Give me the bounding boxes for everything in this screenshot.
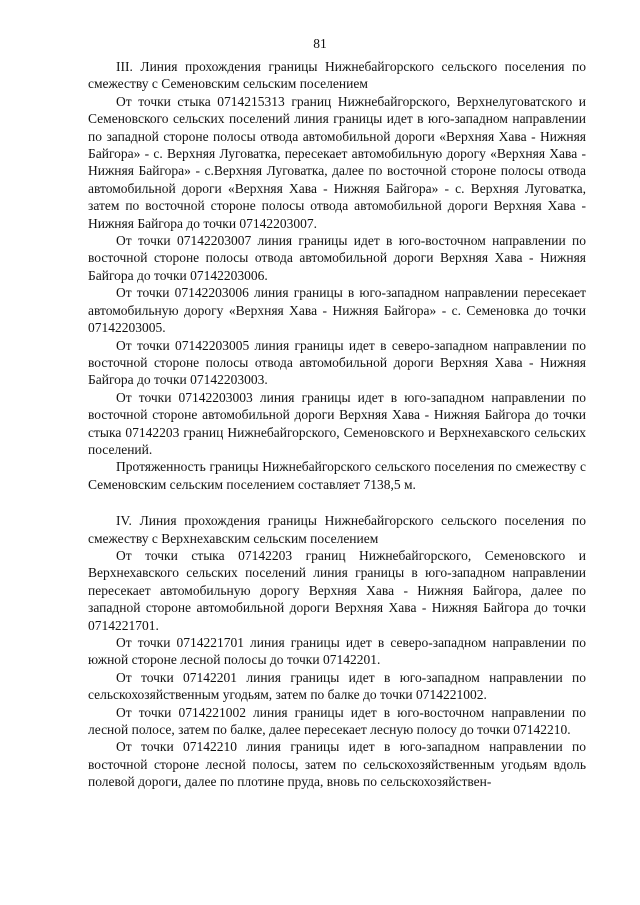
paragraph: От точки 0714221701 линия границы идет в северо-западном направлении по южной стороне лесной полосы до точки 07142201. [88, 635, 586, 668]
paragraph: Протяженность границы Нижнебайгорского сельского поселения по смежеству с Семеновским сельским поселением составляет 7138,5 м. [88, 459, 586, 492]
paragraph: От точки 0714221002 линия границы идет в юго-восточном направлении по лесной полосе, затем по балке, далее пересекает лесную полосу до точки 07142210. [88, 704, 586, 738]
section-spacer [88, 493, 586, 512]
paragraph: От точки 07142203003 линия границы идет в юго-западном направлении по восточной стороне автомобильной дороги Верхняя Хава - Нижняя Байгора до точки стыка 07142203 границ Нижнебайгорского, Семеновского и Верхнехавского сельских поселений. [88, 389, 586, 457]
section-heading: III. Линия прохождения границы Нижнебайгорского сельского поселения по смежеству с Семеновским сельским поселением [88, 59, 586, 92]
paragraph: От точки 07142203006 линия границы в юго-западном направлении пересекает автомобильную дорогу «Верхняя Хава - Нижняя Байгора» - с. Семеновка до точки 07142203005. [88, 285, 586, 336]
paragraph: От точки стыка 0714215313 границ Нижнебайгорского, Верхнелуговатского и Семеновского сельских поселений линия границы идет в юго-западном направлении по западной стороне полосы отвода автомобильной дороги «Верхняя Хава - Нижняя Байгора» - с. Верхняя Луговатка, пересекает автомобильную дорогу «Верхняя Хава - Нижняя Байгора» - с.Верхняя Луговатка, далее по восточной стороне полосы отвода автомобильной дороги «Верхняя Хава - Нижняя Байгора» - с. Верхняя Луговатка, затем по восточной стороне полосы отвода автомобильной дороги Верхняя Хава - Нижняя Байгора до точки 07142203007. [88, 93, 586, 231]
paragraph: От точки стыка 07142203 границ Нижнебайгорского, Семеновского и Верхнехавского сельских поселений линия границы в юго-западном направлении пересекает автомобильную дорогу Верхняя Хава - Нижняя Байгора, далее по западной стороне автомобильной дороги Верхняя Хава - Нижняя Байгора до точки 0714221701. [88, 547, 586, 633]
paragraph: От точки 07142203007 линия границы идет в юго-восточном направлении по восточной стороне полосы отвода автомобильной дороги Верхняя Хава - Нижняя Байгора до точки 07142203006. [88, 233, 586, 283]
section-iii [88, 58, 586, 493]
document-body [88, 58, 586, 791]
section-heading: IV. Линия прохождения границы Нижнебайгорского сельского поселения по смежеству с Верхнехавским сельским поселением [88, 513, 586, 546]
paragraph: От точки 07142201 линия границы идет в юго-западном направлении по сельскохозяйственным угодьям, затем по балке до точки 0714221002. [88, 669, 586, 703]
paragraph: От точки 07142210 линия границы идет в юго-западном направлении по восточной стороне лесной полосы, затем по сельскохозяйственным угодьям вдоль полевой дороги, далее по плотине пруда, вновь по сельскохозяйствен- [88, 739, 586, 790]
page-number: 81 [313, 36, 327, 51]
paragraph: От точки 07142203005 линия границы идет в северо-западном направлении по восточной стороне полосы отвода автомобильной дороги Верхняя Хава - Нижняя Байгора до точки 07142203003. [88, 337, 586, 388]
section-iv [88, 512, 586, 791]
